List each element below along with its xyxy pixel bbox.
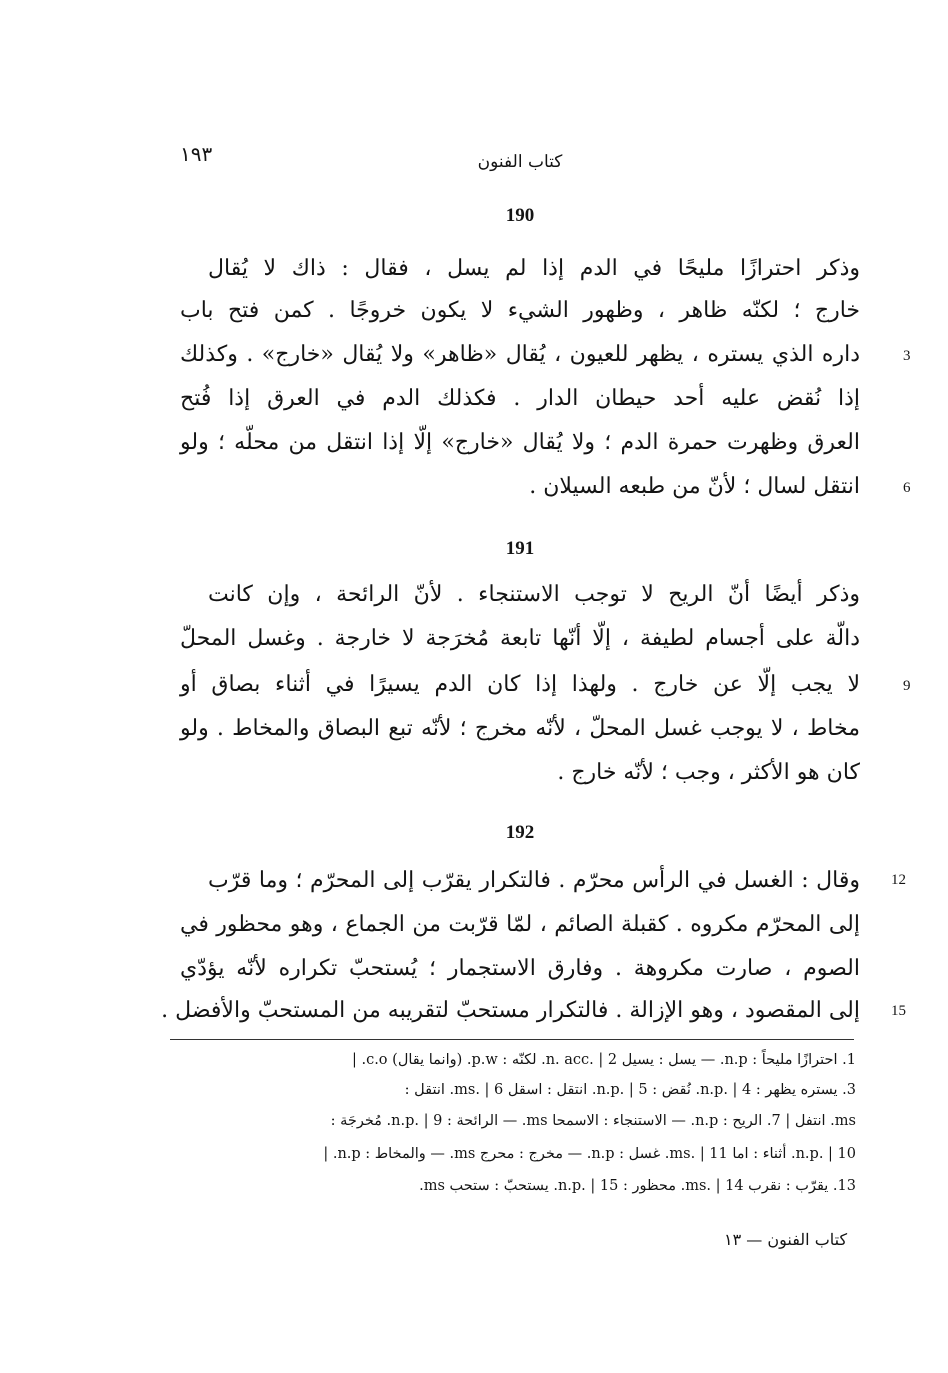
line-number: 15 [891, 1003, 906, 1019]
text-line: وذكر أيضًا أنّ الريح لا توجب الاستنجاء . لأنّ الرائحة ، وإن كانت [208, 582, 860, 607]
text-line: انتقل لسال ؛ لأنّ من طبعه السيلان . [529, 474, 860, 499]
text-line: كان هو الأكثر ، وجب ؛ لأنّه خارج . [557, 760, 860, 785]
footnote-divider [170, 1039, 854, 1040]
text-line: إذا نُقض عليه أحد حيطان الدار . فكذلك الدم في العرق إذا فُتح [180, 386, 860, 411]
text-line: مخاط ، لا يوجب غسل المحلّ ، لأنّه مخرج ؛ لأنّه تبع البصاق والمخاط . ولو [180, 716, 860, 741]
footnote-line: 3. يستره يظهر : n.p. | 4. نُقض : n.p. | 5. انتقل : اسقل ms. | 6. انتقل : [404, 1082, 856, 1098]
text-line: إلى المحرّم مكروه . كقبلة الصائم ، لمّا قرّبت من الجماع ، وهو محظور في [180, 912, 860, 937]
footnote-line: 13. يقرّب : نقرب ms. | 14. محظور : n.p. | 15. يستحبّ : ستحب ms. [419, 1178, 856, 1194]
text-line: دالّة على أجسام لطيفة ، إلّا أنّها تابعة مُخرَجة لا خارجة . وغسل المحلّ [180, 626, 860, 651]
page-number: ١٩٣ [180, 142, 213, 166]
footnote-line: n.p. | 10. أثناء : اما ms. | 11. غسل : n.p. — مخرج : محرج ms. — والمخاط : n.p. | [323, 1146, 856, 1162]
line-number: 9 [903, 678, 911, 694]
text-line: إلى المقصود ، وهو الإزالة . فالتكرار مستحبّ لتقريبه من المستحبّ والأفضل . [161, 998, 860, 1023]
text-line: خارج ؛ لكنّه ظاهر ، وظهور الشيء لا يكون خروجًا . كمن فتح باب [180, 298, 860, 323]
line-number: 12 [891, 872, 906, 888]
footnote-line: 1. احترازًا مليحاً : n.p. — يسل : يسيل n. acc. | 2. لكنّه : p.w. (وانما يقال) c.o. | [351, 1052, 856, 1068]
section-number-191: 191 [505, 538, 535, 559]
footnote-line: ms. انتفل | 7. الريح : n.p. — الاستنجاء : الاسمحا ms. — الرائحة : n.p. | 9. مُخرجَة : [330, 1113, 856, 1129]
running-head: كتاب الفنون [477, 152, 563, 172]
text-line: وقال : الغسل في الرأس محرّم . فالتكرار يقرّب إلى المحرّم ؛ وما قرّب [208, 868, 860, 893]
line-number: 6 [903, 480, 911, 496]
section-number-190: 190 [505, 205, 535, 226]
text-line: لا يجب إلّا عن خارج . ولهذا إذا كان الدم يسيرًا في أثناء بصاق أو [180, 672, 860, 697]
text-line: داره الذي يستره ، يظهر للعيون ، يُقال «ظاهر» ولا يُقال «خارج» . وكذلك [180, 342, 860, 367]
line-number: 3 [903, 348, 911, 364]
section-number-192: 192 [505, 822, 535, 843]
text-line: وذكر احترازًا مليحًا في الدم إذا لم يسل ، فقال : ذاك لا يُقال [208, 256, 860, 281]
text-line: الصوم ، صارت مكروهة . وفارق الاستجمار ؛ يُستحبّ تكراره لأنّه يؤدّي [180, 956, 860, 981]
signature-mark: كتاب الفنون — ١٣ [724, 1230, 848, 1249]
text-line: العرق وظهرت حمرة الدم ؛ ولا يُقال «خارج» إلّا إذا انتقل من محلّه ؛ ولو [180, 430, 860, 455]
